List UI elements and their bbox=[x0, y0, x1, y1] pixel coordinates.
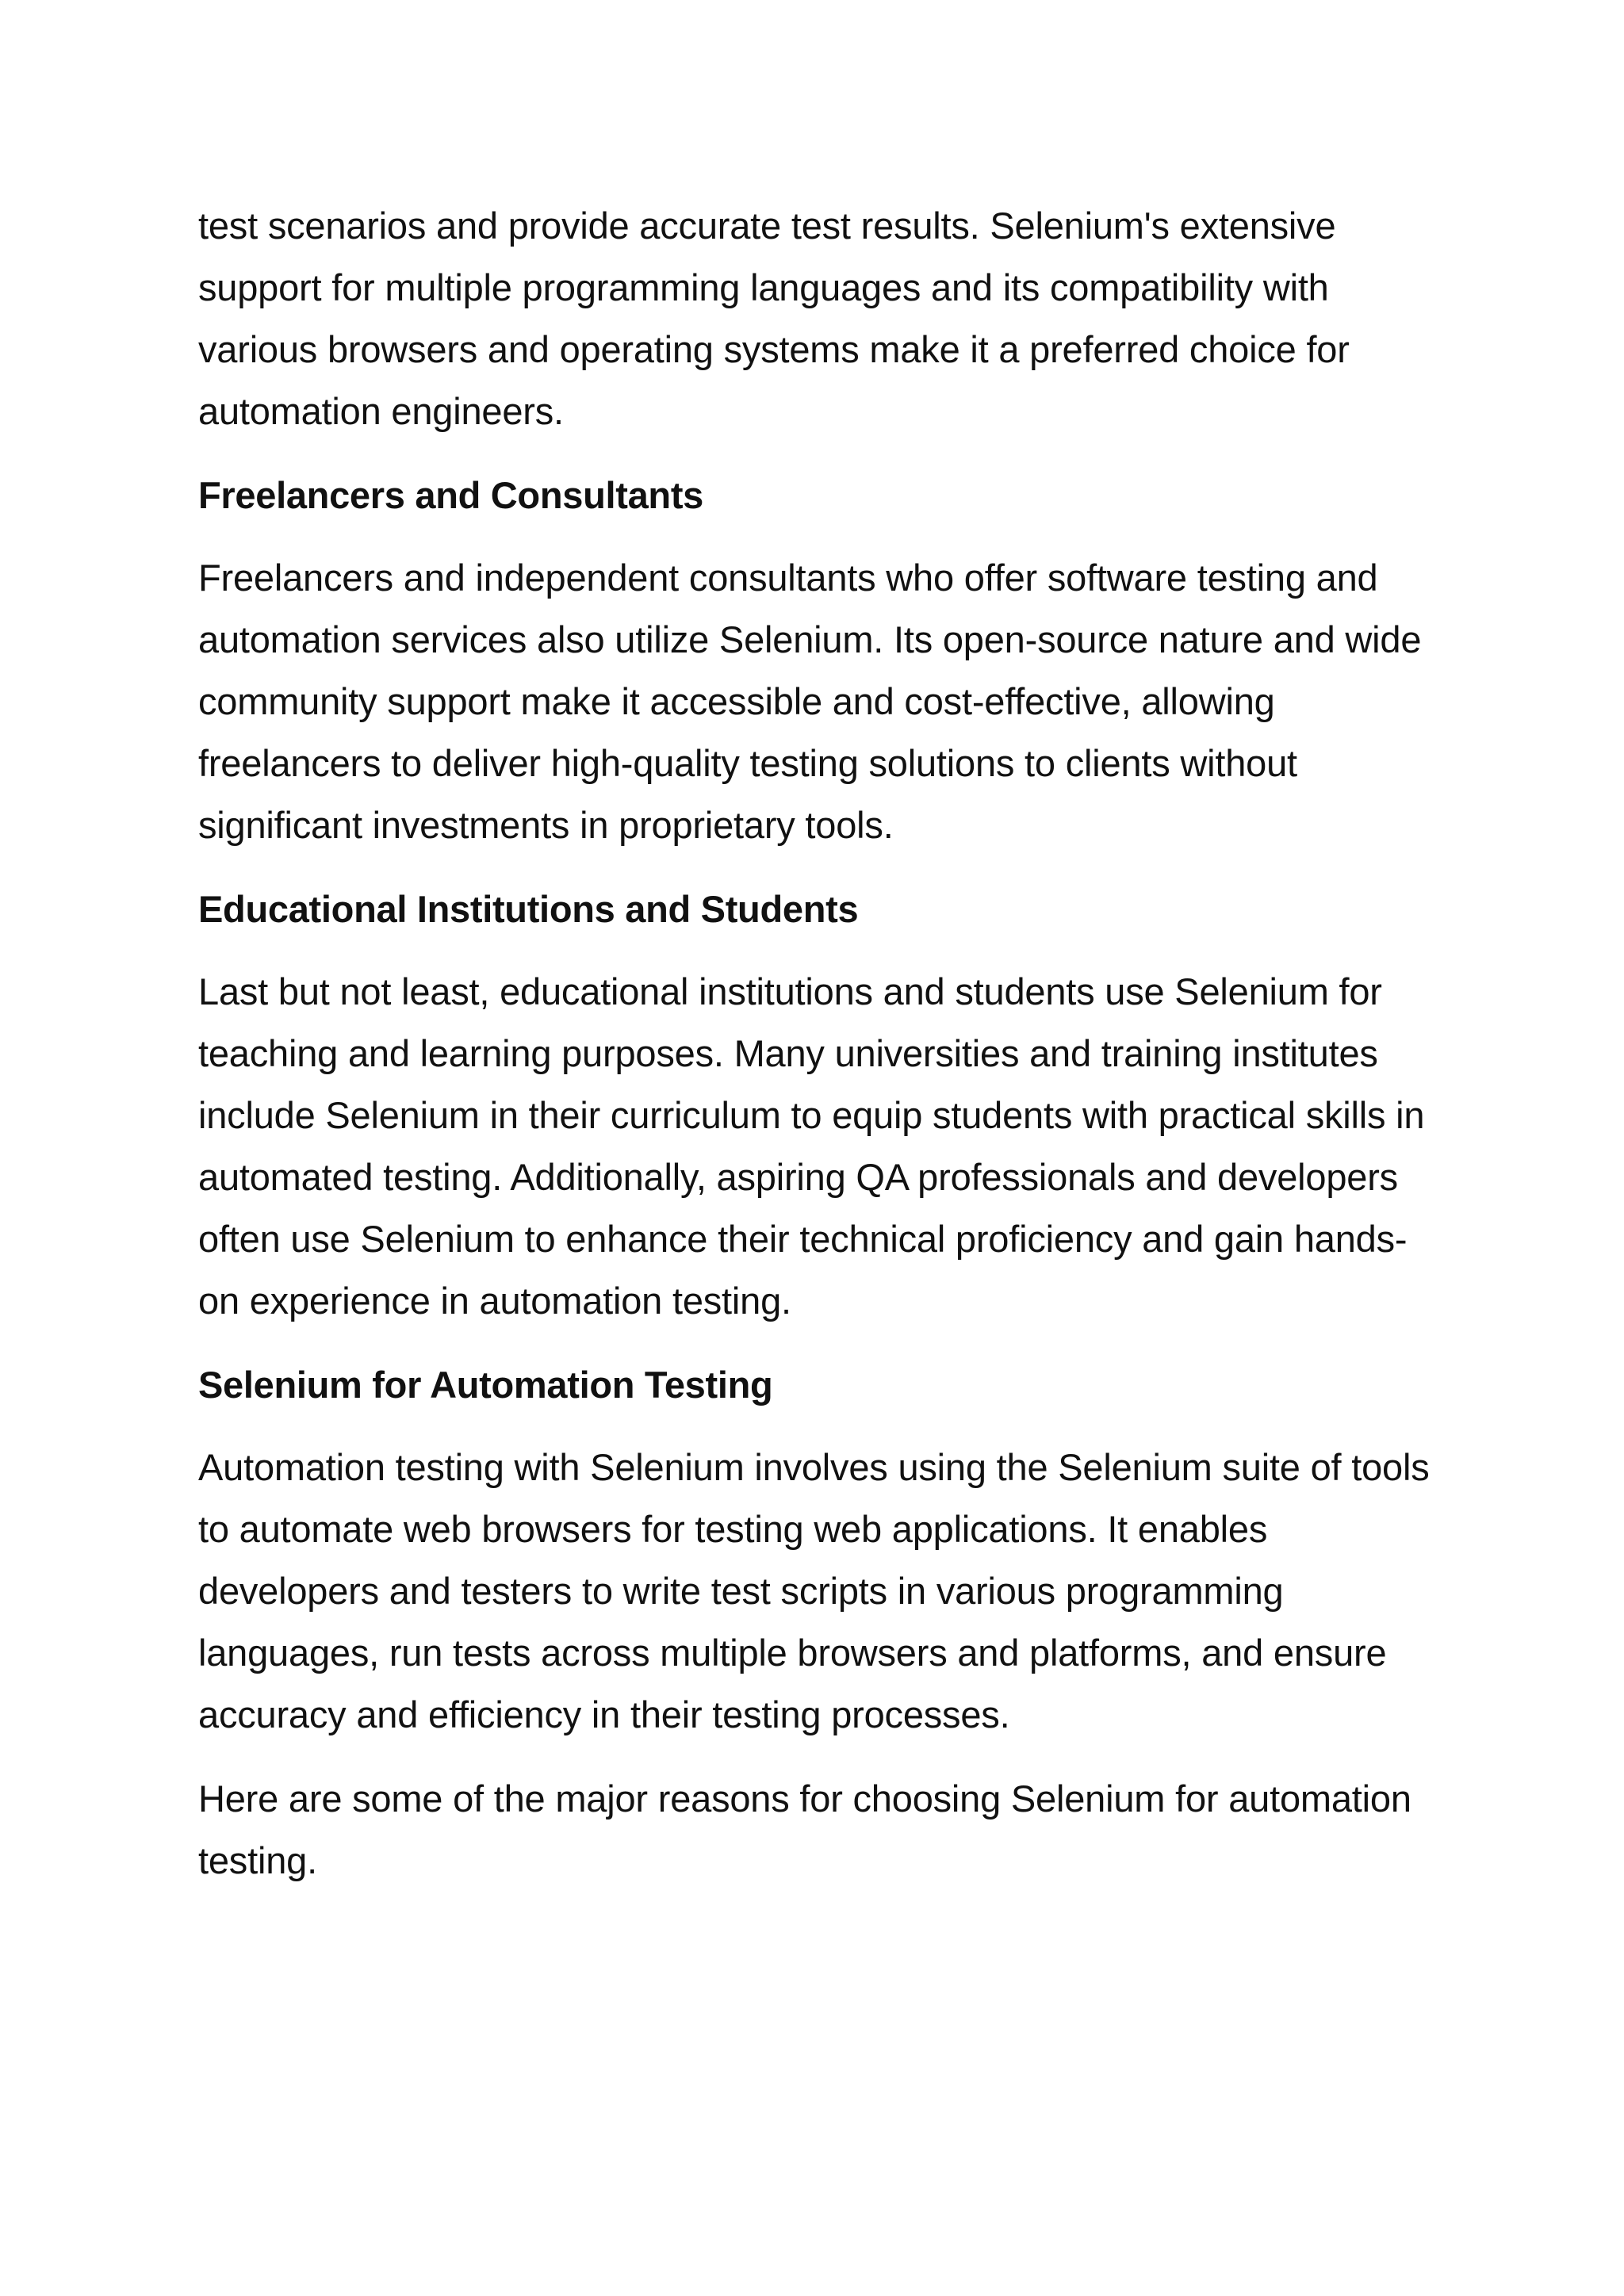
paragraph-major-reasons: Here are some of the major reasons for choosing Selenium for automation testing. bbox=[198, 1777, 1411, 1881]
paragraph-freelancers: Freelancers and independent consultants who offer software testing and automation services also utilize Selenium. Its open-source nature and wide community support make it accessible and cost-effective, allowing freelancers to deliver high-quality testing solutions to clients without significant investments in proprietary tools. bbox=[198, 557, 1422, 846]
document-body bbox=[198, 195, 1443, 1914]
paragraph-education: Last but not least, educational institutions and students use Selenium for teaching and learning purposes. Many universities and training institutes include Selenium in their curriculum to equip students with practical skills in automated testing. Additionally, aspiring QA professionals and developers often use Selenium to enhance their technical proficiency and gain hands-on experience in automation testing. bbox=[198, 970, 1425, 1322]
heading-selenium-automation-testing: Selenium for Automation Testing bbox=[198, 1364, 773, 1406]
paragraph-intro-continuation: test scenarios and provide accurate test results. Selenium's extensive support for multiple programming languages and its compatibility with various browsers and operating systems make it a preferred choice for automation engineers. bbox=[198, 205, 1350, 432]
heading-freelancers-consultants: Freelancers and Consultants bbox=[198, 474, 704, 516]
paragraph-automation-testing: Automation testing with Selenium involves using the Selenium suite of tools to automate web browsers for testing web applications. It enables developers and testers to write test scripts in various programming languages, run tests across multiple browsers and platforms, and ensure accuracy and efficiency in their testing processes. bbox=[198, 1446, 1430, 1735]
heading-educational-institutions: Educational Institutions and Students bbox=[198, 888, 859, 930]
